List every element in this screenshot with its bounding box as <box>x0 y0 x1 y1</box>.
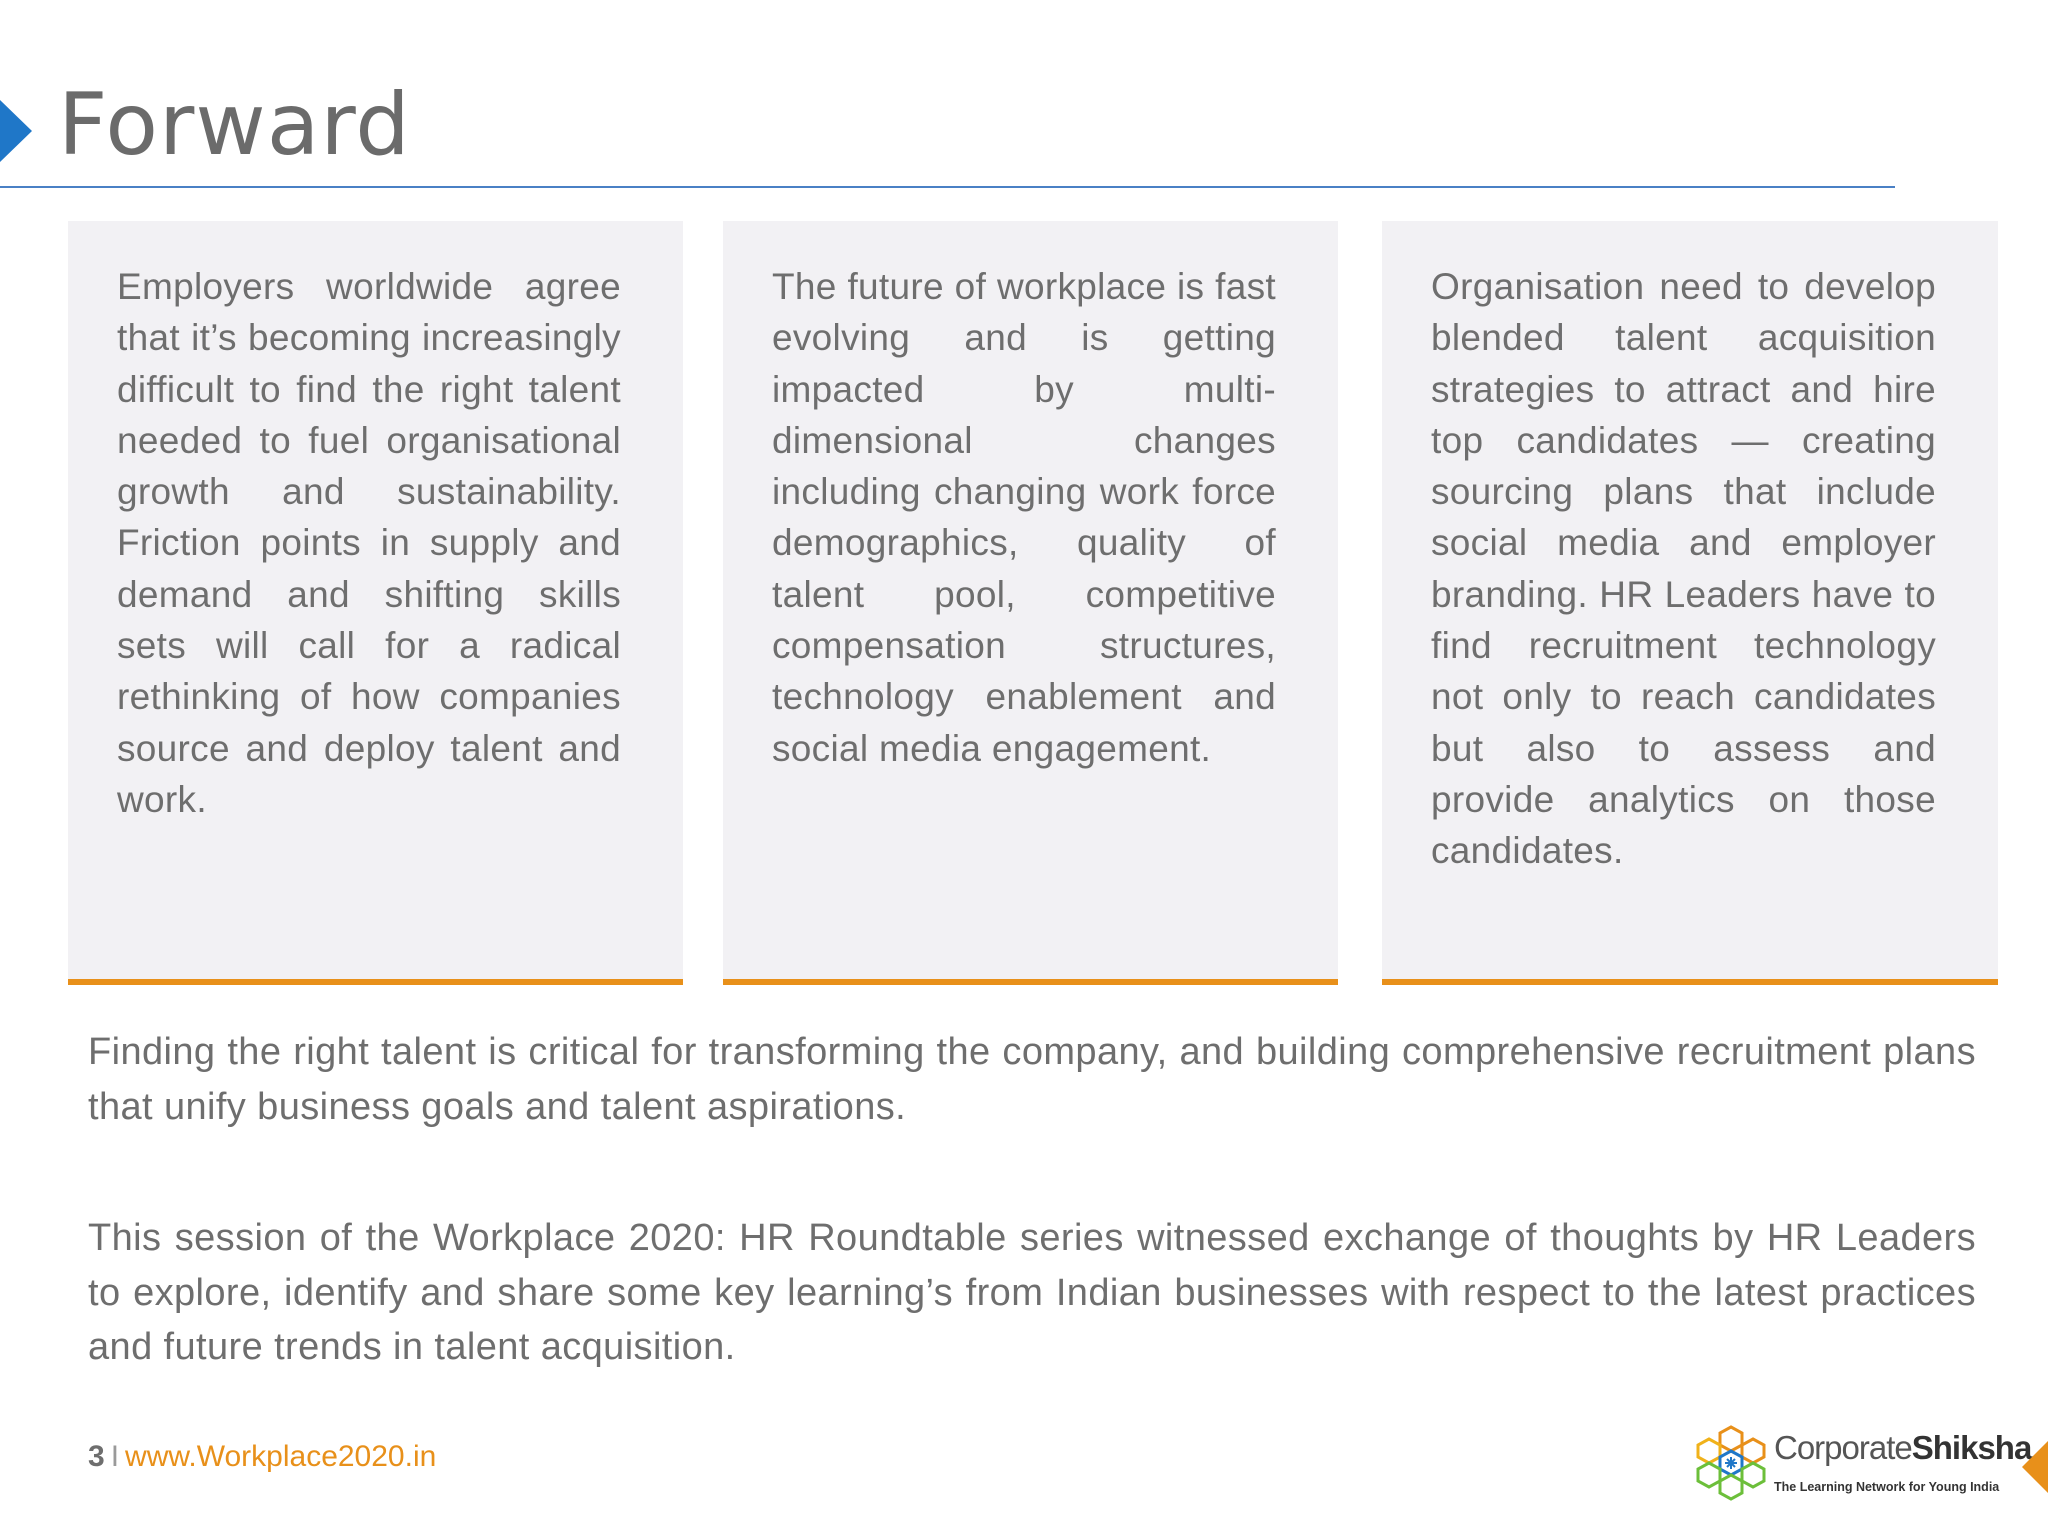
logo-name-part1: Corporate <box>1774 1429 1912 1466</box>
globe-network-icon <box>1690 1423 1772 1505</box>
logo-wordmark <box>1774 1429 2031 1467</box>
website-link[interactable]: www.Workplace2020.in <box>125 1440 437 1473</box>
logo-name-part2: Shiksha <box>1911 1429 2032 1466</box>
page-title: Forward <box>58 75 411 175</box>
info-card-3-text: Organisation need to develop blended talent acquisition strategies to attract and hire top candidates — creating sourcing plans that include social media and employer branding. HR Leaders have to find recruitment technology not only to reach candidates but also to assess and provide analytics on those candidates. <box>1431 266 1936 872</box>
info-card-1 <box>68 221 683 985</box>
title-arrow-icon <box>0 100 32 162</box>
info-card-3 <box>1382 221 1998 985</box>
body-paragraph-1: Finding the right talent is critical for transforming the company, and building comprehensive recruitment plans that unify business goals and talent aspirations. <box>88 1031 1976 1128</box>
info-card-2 <box>723 221 1338 985</box>
footer-separator: I <box>110 1440 120 1473</box>
footer <box>88 1440 436 1474</box>
info-card-2-text: The future of workplace is fast evolving and is getting impacted by multi-dimensional changes including changing work force demographics, quality of talent pool, competitive compensation structures, technology enablement and social media engagement. <box>772 266 1276 769</box>
page-number: 3 <box>88 1440 105 1473</box>
title-divider <box>0 186 1895 188</box>
body-paragraph-2: This session of the Workplace 2020: HR Roundtable series witnessed exchange of thoughts by HR Leaders to explore, identify and share some key learning’s from Indian businesses with respect to the latest practices and future trends in talent acquisition. <box>88 1217 1976 1368</box>
logo-tagline: The Learning Network for Young India <box>1774 1480 2000 1494</box>
corner-triangle-icon <box>2022 1441 2048 1493</box>
corporate-shiksha-logo <box>1690 1423 2032 1505</box>
info-card-1-text: Employers worldwide agree that it’s becoming increasingly difficult to find the right talent needed to fuel organisational growth and sustainability. Friction points in supply and demand and shifting skills sets will call for a radical rethinking of how companies source and deploy talent and work. <box>117 266 621 820</box>
